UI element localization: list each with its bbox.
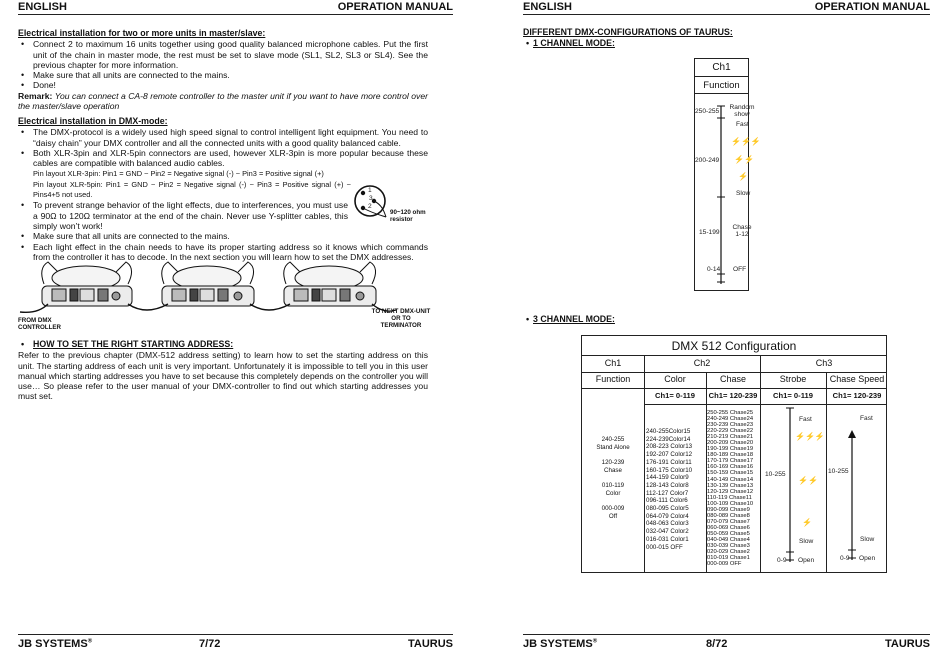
color-value: 128-143 Color8 (646, 481, 689, 489)
strobe-bolts-2: ⚡⚡ (798, 476, 818, 485)
ms-bullet-3: • Done! (18, 80, 428, 90)
col-function: Function (595, 374, 631, 384)
footer-product: TAURUS (407, 638, 453, 650)
strobe-bolts-1: ⚡ (802, 518, 812, 527)
col-ch3: Ch3 (815, 358, 833, 368)
page-header (523, 0, 930, 15)
color-value: 192-207 Color12 (646, 451, 693, 459)
dmx-bullet-5: • Each light effect in the chain needs to have its proper starting address so it knows which commands from the controller it has to decode. In the next section you will learn how to set the DMX addresses. (18, 242, 428, 263)
ch1-header: Ch1 (695, 59, 748, 77)
chase-value: 010-019 Chase1 (707, 555, 750, 562)
strobe-bolts-3: ⚡⚡⚡ (795, 432, 825, 441)
configs-title: DIFFERENT DMX-CONFIGURATIONS OF TAURUS: (523, 27, 733, 37)
function-value: 000-009 (601, 505, 625, 513)
three-channel-table (581, 335, 887, 573)
footer-brand: JB SYSTEMS® (523, 638, 598, 650)
page-footer (18, 634, 453, 650)
chase-value: 190-199 Chase19 (707, 446, 754, 453)
page-header (18, 0, 453, 15)
ms-bullet-2: • Make sure that all units are connected to the mains. (18, 70, 428, 80)
chase-value: 050-059 Chase5 (707, 530, 750, 537)
color-value: 096-111 Color6 (646, 497, 688, 505)
header-title: OPERATION MANUAL (814, 1, 930, 13)
ch1-range-chase: 15-199 (699, 229, 720, 236)
function-value: Color (605, 489, 621, 497)
col-chase: Chase (719, 374, 746, 384)
chase-value: 240-249 Chase24 (707, 416, 754, 423)
col-ch2: Ch2 (693, 358, 711, 368)
strobe-range-header: Ch1= 0-119 (773, 391, 813, 400)
ch1-range-strobe: 200-249 (695, 157, 720, 164)
footer-page-number: 8/72 (706, 638, 728, 650)
speed-range: 10-255 (828, 468, 849, 475)
to-next-unit-label: TO NEXT DMX-UNIT OR TO TERMINATOR (371, 308, 431, 329)
chase-value: 060-069 Chase6 (707, 524, 750, 531)
footer-product: TAURUS (884, 638, 930, 650)
function-value: 010-119 (601, 482, 625, 490)
dmx-bullet-2-text: Both XLR-3pin and XLR-5pin connectors are used, however XLR-3pin is more popular because these cables are compatible with balanced audio cables. (33, 147, 428, 169)
color-value: 048-063 Color3 (646, 520, 689, 528)
chase-value: 000-009 OFF (707, 561, 742, 568)
color-value: 240-255Color15 (646, 428, 691, 435)
chase-value: 230-239 Chase23 (707, 422, 754, 429)
pin-layout-3pin: Pin layout XLR-3pin: Pin1 = GND ~ Pin2 = Negative signal (-) ~ Pin3 = Positive signal (+) (33, 169, 324, 179)
chase-value: 160-169 Chase16 (707, 464, 754, 471)
function-value: 120-239 (601, 459, 625, 467)
chase-value: 110-119 Chase11 (707, 494, 752, 501)
speed-range-header: Ch1= 120-239 (832, 391, 882, 400)
remark-label: Remark: (18, 90, 53, 101)
chase-value: 080-089 Chase8 (707, 512, 750, 519)
function-value: Stand Alone (596, 443, 630, 451)
color-value: 016-031 Color1 (646, 535, 689, 543)
address-text: Refer to the previous chapter (DMX-512 address setting) to learn how to set the starting address on this unit. The starting address of each unit is very important. Unfortunately it is impossible to tell you in this user manual which starting addresses you have to set because this completely depends on the controller you will use… So please refer to the user manual of your DMX-controller to find out which starting addresses you must set. (18, 350, 428, 402)
master-slave-section (18, 28, 428, 111)
xlr-pin-3: 3 (369, 195, 373, 202)
chase-value: 130-139 Chase13 (707, 482, 754, 489)
chase-value: 040-049 Chase4 (707, 536, 750, 543)
function-value (582, 451, 644, 459)
ch1-bolts-1: ⚡ (738, 172, 748, 181)
dmx-table-title: DMX 512 Configuration (582, 336, 886, 356)
ch1-bolts-2: ⚡⚡ (734, 155, 754, 164)
color-value: 080-095 Color5 (646, 505, 689, 513)
xlr-connector-diagram (352, 183, 392, 223)
ch1-range-random: 250-255 (695, 108, 720, 115)
resistor-label: 90~120 ohm resistor (390, 209, 426, 223)
dmx-title: Electrical installation in DMX-mode: (18, 116, 168, 126)
xlr-pin-1: 1 (368, 187, 372, 194)
color-value: 064-079 Color4 (646, 512, 689, 520)
ch1-label-random: Random show (729, 104, 755, 118)
ch1-fast: Fast (736, 121, 749, 128)
chase-value: 250-255 Chase25 (707, 410, 754, 416)
dmx-bullet-4: • Make sure that all units are connected to the mains. (18, 231, 428, 241)
strobe-slow: Slow (799, 538, 814, 545)
color-values (646, 428, 706, 551)
chase-value: 210-219 Chase21 (707, 434, 754, 441)
speed-fast: Fast (860, 415, 873, 422)
color-range-header: Ch1= 0-119 (655, 391, 695, 400)
chase-range-header: Ch1= 120-239 (708, 391, 758, 400)
chase-value: 170-179 Chase17 (707, 458, 754, 465)
ch1-slow: Slow (736, 190, 751, 197)
header-language: ENGLISH (18, 1, 67, 13)
chase-value: 070-079 Chase7 (707, 518, 750, 525)
function-value (582, 498, 644, 506)
remark-text: You can connect a CA-8 remote controller to the master unit if you want to have more control over the master/slave operation (18, 90, 428, 112)
footer-page-number: 7/72 (199, 638, 221, 650)
remark (18, 91, 428, 112)
col-ch1: Ch1 (604, 358, 622, 368)
color-value: 000-015 OFF (646, 543, 683, 551)
chase-value: 180-189 Chase18 (707, 452, 754, 459)
color-value: 032-047 Color2 (646, 528, 689, 536)
ch1-label-off: OFF (733, 266, 747, 273)
page-right (475, 0, 950, 654)
ch1-label-chase: Chase 1-12 (732, 224, 752, 238)
chase-value: 140-149 Chase14 (707, 476, 754, 483)
chase-value: 220-229 Chase22 (707, 428, 754, 435)
function-value: Off (608, 513, 618, 521)
strobe-range: 10-255 (765, 471, 786, 478)
chase-value: 200-209 Chase20 (707, 440, 754, 447)
chase-value: 030-039 Chase3 (707, 543, 750, 550)
chase-value: 120-129 Chase12 (707, 488, 754, 495)
function-values (582, 436, 644, 521)
xlr-icon (352, 183, 392, 223)
color-value: 224-239Color14 (646, 435, 691, 443)
chase-values (707, 410, 760, 567)
col-color: Color (664, 374, 686, 384)
header-language: ENGLISH (523, 1, 572, 13)
strobe-fast: Fast (799, 416, 812, 423)
speed-open: Open (859, 555, 876, 562)
footer-brand: JB SYSTEMS® (18, 638, 93, 650)
speed-open-range: 0-9 (840, 555, 850, 562)
color-value: 112-127 Color7 (646, 489, 689, 497)
col-strobe: Strobe (779, 374, 807, 384)
address-section (18, 339, 428, 402)
chase-value: 100-109 Chase10 (707, 500, 754, 507)
speed-scale (842, 422, 862, 568)
dmx-bullet-1: • The DMX-protocol is a widely used high speed signal to control intelligent light equipment. You need to “daisy chain” your DMX controller and all the connected units with a good quality balanced cable. (18, 127, 428, 148)
strobe-open-range: 0-9 (777, 557, 787, 564)
page-footer (523, 634, 930, 650)
color-value: 208-223 Color13 (646, 443, 693, 451)
address-title: • HOW TO SET THE RIGHT STARTING ADDRESS: (18, 339, 428, 349)
function-value: Chase (604, 466, 622, 474)
chase-value: 090-099 Chase9 (707, 506, 750, 513)
strobe-open: Open (798, 557, 815, 564)
chase-value: 020-029 Chase2 (707, 549, 750, 556)
ch1-range-off: 0-14 (707, 266, 721, 273)
chase-value: 150-159 Chase15 (707, 470, 754, 477)
speed-slow: Slow (860, 536, 875, 543)
dmx-bullet-3: • To prevent strange behavior of the light effects, due to interferences, you must use a 90Ω to 120Ω terminator at the end of the chain. Never use Y-splitter cables, this simply won’t work! (18, 200, 348, 231)
col-chase-speed: Chase Speed (829, 374, 885, 384)
configs-heading (523, 27, 903, 50)
daisy-chain-illustration (18, 256, 428, 322)
ch1-bolts-3: ⚡⚡⚡ (731, 137, 761, 146)
color-value: 176-191 Color11 (646, 458, 692, 466)
strobe-scale (782, 406, 798, 568)
pin-layout-5pin: Pin layout XLR-5pin: Pin1 = GND ~ Pin2 = Negative signal (-) ~ Pin3 = Positive signal (+) ~ Pins4+5 not used. (33, 179, 351, 200)
function-value (582, 475, 644, 483)
color-value: 144-159 Color9 (646, 474, 689, 482)
mode-1-channel-title: • 1 CHANNEL MODE: (523, 38, 903, 48)
mode-3-heading (523, 314, 903, 325)
from-controller-label: FROM DMX CONTROLLER (18, 317, 61, 331)
header-title: OPERATION MANUAL (337, 1, 453, 13)
function-value: 240-255 (601, 436, 625, 443)
ms-bullet-1: • Connect 2 to maximum 16 units together using good quality balanced microphone cables. Put the first unit of the chain in master mode, the rest must be set to slave mode (SL1, SL2, SL3 or SL4). See the previous chapter for more information. (18, 39, 428, 70)
xlr-pin-2: 2 (368, 203, 372, 210)
mode-3-channel-title: • 3 CHANNEL MODE: (523, 314, 903, 324)
color-value: 160-175 Color10 (646, 466, 693, 474)
ch1-function-header: Function (695, 77, 748, 94)
master-slave-title: Electrical installation for two or more units in master/slave: (18, 28, 266, 38)
